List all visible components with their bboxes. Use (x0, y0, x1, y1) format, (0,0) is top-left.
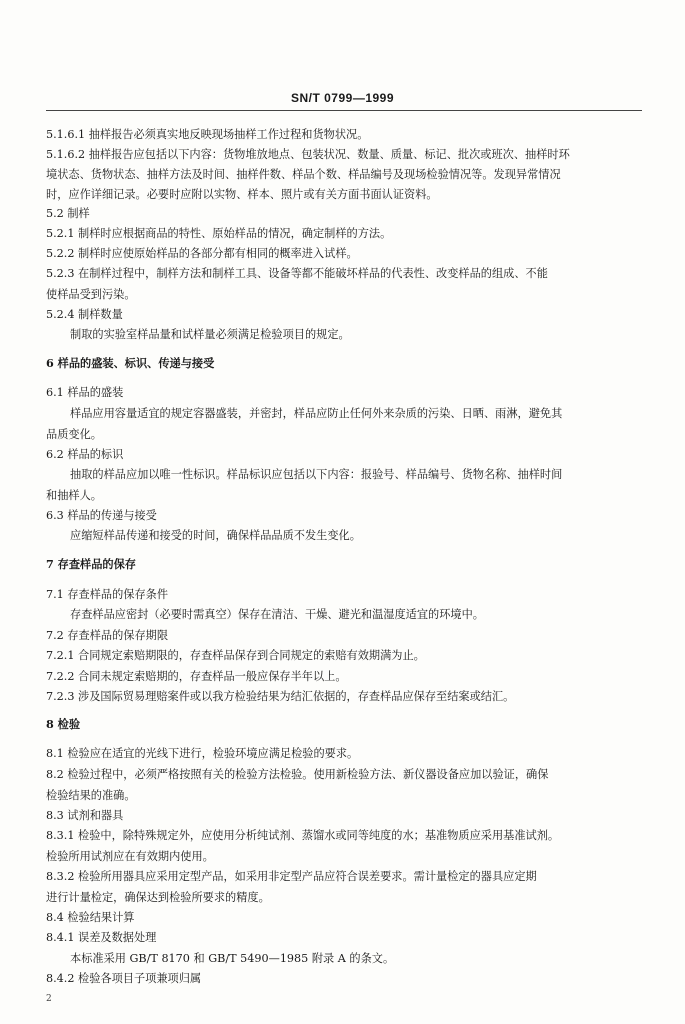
text-line: 5.1.6.1 抽样报告必须真实地反映现场抽样工作过程和货物状况。 (46, 128, 369, 141)
chapter-heading: 7 存查样品的保存 (46, 557, 136, 571)
text-line: 时，应作详细记录。必要时应附以实物、样本、照片或有关方面书面认证资料。 (46, 188, 438, 201)
section-heading: 5.2 制样 (46, 207, 90, 220)
text-line: 和抽样人。 (46, 489, 102, 502)
text-line: 抽取的样品应加以唯一性标识。样品标识应包括以下内容：报验号、样品编号、货物名称、抽样时间 (70, 468, 563, 481)
text-line: 境状态、货物状态、抽样方法及时间、抽样件数、样品个数、样品编号及现场检验情况等。发现异常情况 (46, 168, 561, 181)
standard-code-header: SN/T 0799—1999 (290, 91, 395, 105)
page-number: 2 (46, 994, 52, 1004)
text-line: 本标准采用 GB/T 8170 和 GB/T 5490—1985 附录 A 的条文。 (70, 952, 395, 965)
text-line: 存查样品应密封（必要时需真空）保存在清洁、干燥、避光和温湿度适宜的环境中。 (70, 608, 484, 621)
text-line: 使样品受到污染。 (46, 288, 136, 301)
text-line: 7.2.1 合同规定索赔期限的，存查样品保存到合同规定的索赔有效期满为止。 (46, 649, 425, 662)
text-line: 5.2.3 在制样过程中，制样方法和制样工具、设备等都不能破坏样品的代表性、改变样品的组成、不能 (46, 267, 548, 280)
section-heading: 5.2.4 制样数量 (46, 308, 123, 321)
text-line: 5.2.2 制样时应使原始样品的各部分都有相同的概率进入试样。 (46, 247, 358, 260)
text-line: 进行计量检定，确保达到检验所要求的精度。 (46, 891, 270, 904)
text-line: 应缩短样品传递和接受的时间，确保样品品质不发生变化。 (70, 529, 361, 542)
text-line: 品质变化。 (46, 428, 102, 441)
section-heading: 7.2 存查样品的保存期限 (46, 629, 169, 642)
section-heading: 6.3 样品的传递与接受 (46, 509, 157, 522)
text-line: 样品应用容量适宜的规定容器盛装，并密封，样品应防止任何外来杂质的污染、日晒、雨淋，避免其 (70, 407, 563, 420)
section-heading: 6.2 样品的标识 (46, 448, 124, 461)
text-line: 5.2.1 制样时应根据商品的特性、原始样品的情况，确定制样的方法。 (46, 227, 392, 240)
chapter-heading: 8 检验 (46, 717, 81, 731)
text-line: 8.2 检验过程中，必须严格按照有关的检验方法检验。使用新检验方法、新仪器设备应加以验证，确保 (46, 768, 549, 781)
section-heading: 6.1 样品的盛装 (46, 386, 124, 399)
header-rule (46, 110, 642, 111)
text-line: 8.1 检验应在适宜的光线下进行，检验环境应满足检验的要求。 (46, 747, 359, 760)
text-line: 5.1.6.2 抽样报告应包括以下内容：货物堆放地点、包装状况、数量、质量、标记、批次或班次、抽样时环 (46, 148, 570, 161)
text-line: 检验结果的准确。 (46, 789, 136, 802)
chapter-heading: 6 样品的盛装、标识、传递与接受 (46, 356, 215, 370)
section-heading: 8.4.2 检验各项目子项兼项归属 (46, 972, 202, 985)
section-heading: 8.3 试剂和器具 (46, 809, 124, 822)
text-line: 7.2.3 涉及国际贸易理赔案件或以我方检验结果为结汇依据的，存查样品应保存至结案或结汇。 (46, 690, 515, 703)
section-heading: 8.4.1 误差及数据处理 (46, 931, 157, 944)
section-heading: 8.4 检验结果计算 (46, 911, 135, 924)
section-heading: 7.1 存查样品的保存条件 (46, 588, 169, 601)
text-line: 7.2.2 合同未规定索赔期的，存查样品一般应保存半年以上。 (46, 670, 347, 683)
text-line: 检验所用试剂应在有效期内使用。 (46, 850, 214, 863)
text-line: 8.3.1 检验中，除特殊规定外，应使用分析纯试剂、蒸馏水或同等纯度的水；基准物质应采用基准试剂。 (46, 829, 560, 842)
text-line: 制取的实验室样品量和试样量必须满足检验项目的规定。 (70, 328, 350, 341)
text-line: 8.3.2 检验所用器具应采用定型产品，如采用非定型产品应符合误差要求。需计量检定的器具应定期 (46, 870, 537, 883)
